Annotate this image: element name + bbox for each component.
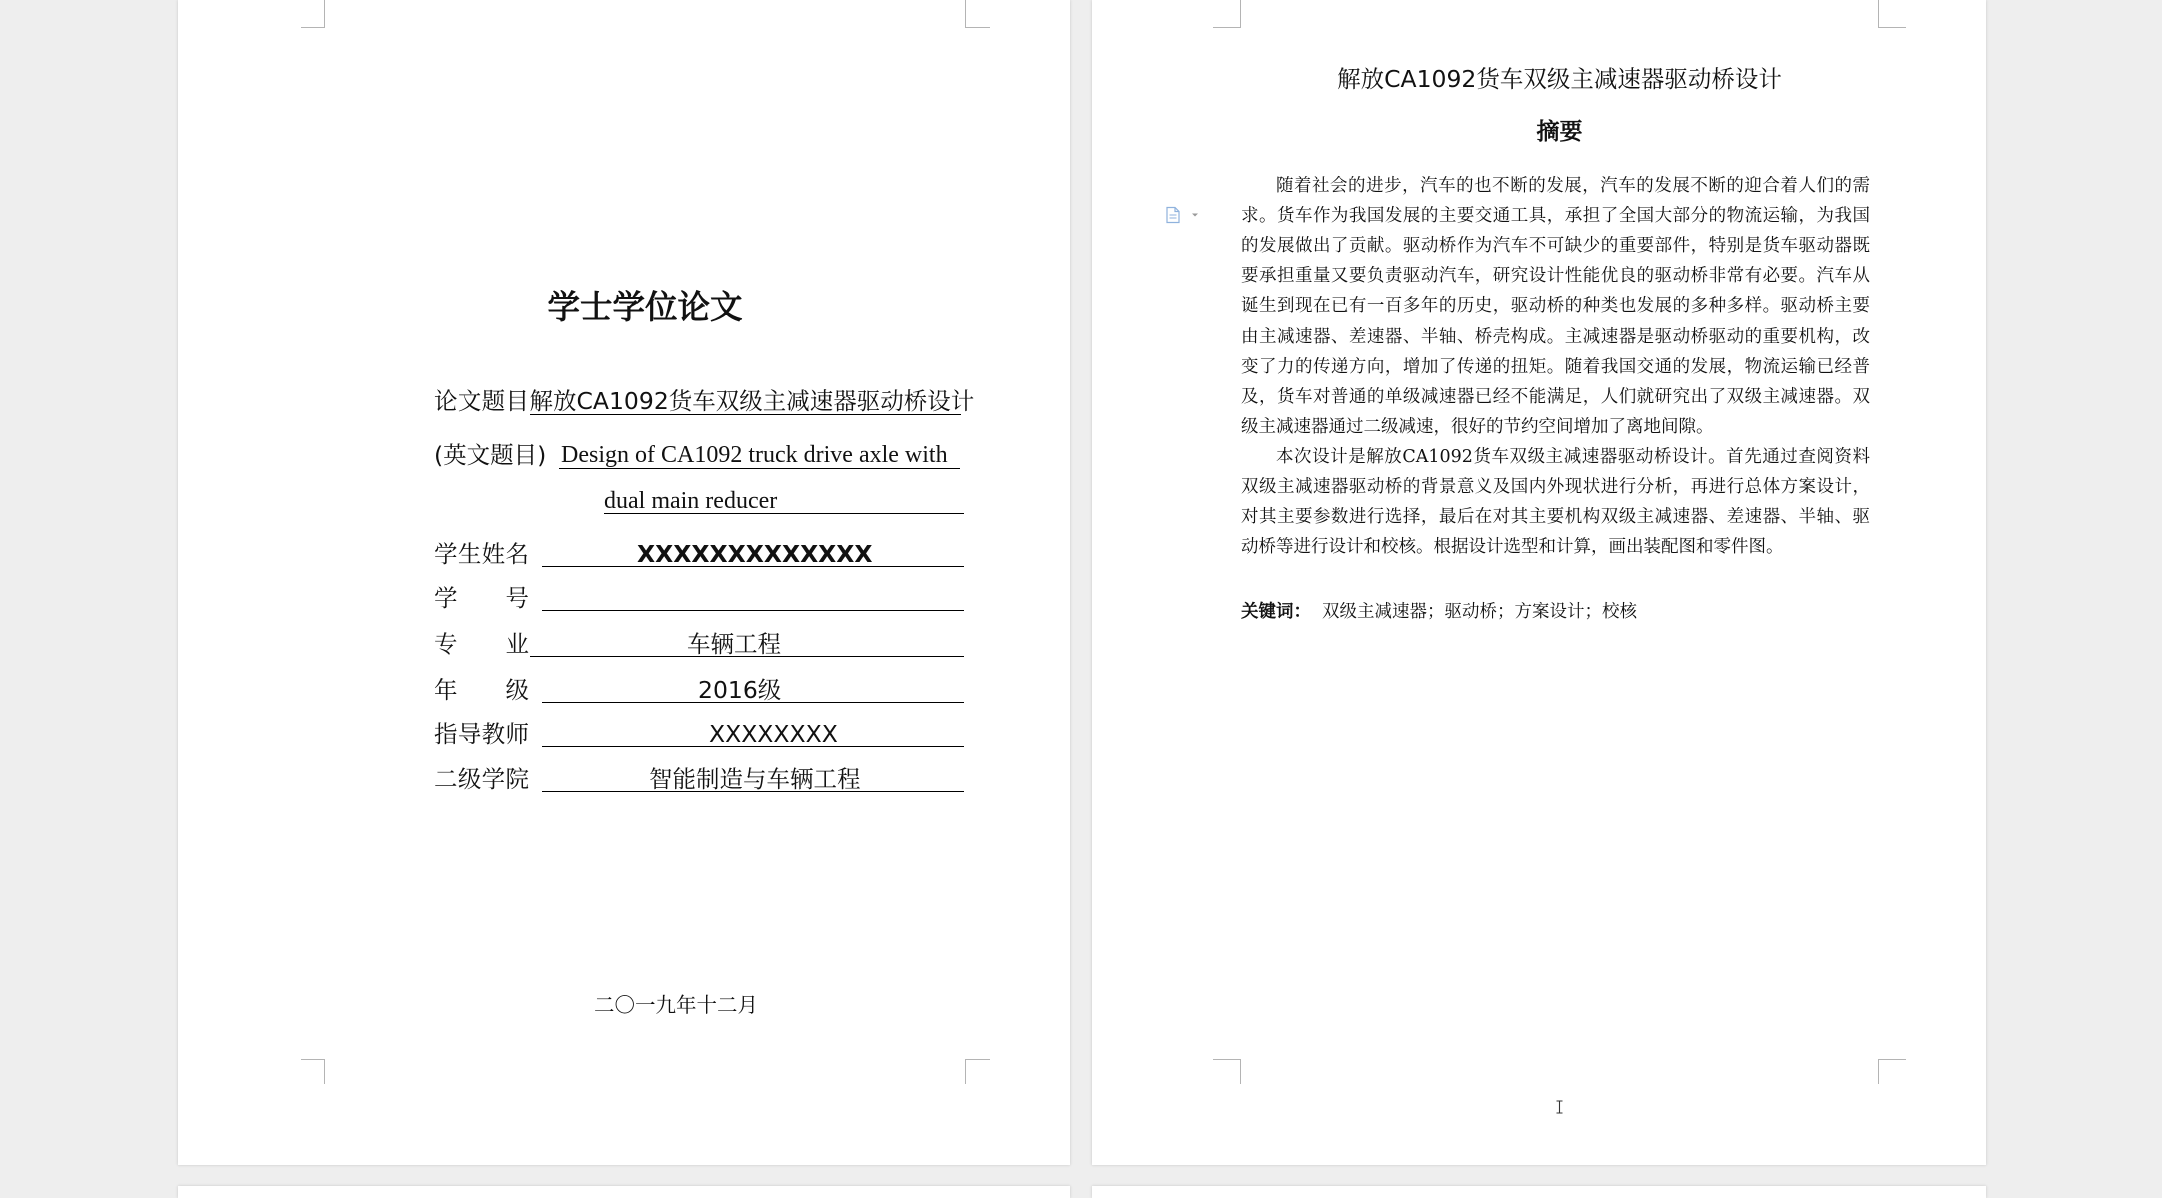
thesis-title-label: 论文题目 — [434, 387, 529, 415]
field-value: XXXXXXXX — [709, 719, 838, 748]
english-title-line1: Design of CA1092 truck drive axle with — [561, 442, 948, 468]
paragraph-line: 由主减速器、差速器、半轴、桥壳构成。主减速器是驱动桥驱动的重要机构，改 — [1241, 326, 1870, 347]
page-cover — [178, 0, 1070, 1165]
paragraph-line: 求。货车作为我国发展的主要交通工具，承担了全国大部分的物流运输，为我国 — [1241, 206, 1870, 227]
keywords-line — [1241, 597, 1870, 627]
thesis-title-underline — [530, 414, 962, 415]
field-value: 车辆工程 — [687, 630, 781, 658]
english-title-row — [434, 439, 964, 471]
corner-mark-top-left — [301, 0, 326, 28]
field-value: XXXXXXXXXXXXX — [637, 540, 873, 568]
english-title-underline-1 — [559, 468, 961, 469]
corner-mark-bottom-left — [1213, 1059, 1241, 1084]
paragraph-line: 变了力的传递方向，增加了传递的扭矩。随着我国交通的发展，物流运输已经普 — [1241, 356, 1870, 377]
english-title-label: (英文题目) — [434, 441, 547, 469]
corner-mark-top-right — [965, 0, 990, 28]
page-abstract — [1092, 0, 1986, 1165]
paragraph-line: 要承担重量又要负责驱动汽车，研究设计性能优良的驱动桥非常有必要。汽车从 — [1241, 266, 1870, 287]
field-label: 二级学院 — [434, 765, 529, 793]
paragraph-line: 双级主减速器驱动桥的背景意义及国内外现状进行分析，再进行总体方案设计， — [1241, 477, 1870, 498]
english-title-underline-2 — [604, 513, 964, 514]
field-label: 年 级 — [434, 675, 529, 704]
field-row-student-id — [434, 582, 964, 614]
field-value: 2016级 — [698, 675, 782, 704]
paragraph-line: 的发展做出了贡献。驱动桥作为汽车不可缺少的重要部件，特别是货车驱动器既 — [1241, 236, 1870, 257]
abstract-paragraph-2 — [1241, 442, 1870, 562]
field-row-advisor — [434, 718, 964, 750]
paragraph-line: 诞生到现在已有一百多年的历史，驱动桥的种类也发展的多种多样。驱动桥主要 — [1241, 296, 1870, 317]
document-icon[interactable] — [1164, 206, 1182, 224]
corner-mark-top-right — [1878, 0, 1906, 28]
field-value: 智能制造与车辆工程 — [649, 765, 861, 793]
corner-mark-bottom-right — [965, 1059, 990, 1084]
cover-title: 学士学位论文 — [547, 288, 743, 326]
thesis-title-row — [434, 385, 975, 417]
page-next-left — [178, 1186, 1070, 1198]
corner-mark-bottom-left — [301, 1059, 326, 1084]
english-title-line2: dual main reducer — [604, 487, 778, 514]
keywords-label: 关键词： — [1241, 602, 1311, 622]
chevron-down-icon[interactable] — [1191, 212, 1199, 218]
keywords-value: 双级主减速器；驱动桥；方案设计；校核 — [1322, 602, 1637, 622]
cover-date: 二〇一九年十二月 — [594, 993, 758, 1017]
field-row-student-name — [434, 538, 964, 570]
field-label: 专 业 — [434, 630, 529, 658]
field-row-college — [434, 763, 964, 795]
abstract-paragraph-1 — [1241, 171, 1870, 442]
paragraph-line: 动桥等进行设计和校核。根据设计选型和计算，画出装配图和零件图。 — [1241, 537, 1784, 558]
paragraph-line: 级主减速器通过二级减速，很好的节约空间增加了离地间隙。 — [1241, 416, 1714, 437]
thesis-title-value: 解放CA1092货车双级主减速器驱动桥设计 — [529, 387, 975, 415]
text-cursor-icon — [1555, 1100, 1564, 1114]
abstract-page-title: 解放CA1092货车双级主减速器驱动桥设计 — [1337, 65, 1782, 93]
paragraph-line: 对其主要参数进行选择，最后在对其主要机构双级主减速器、差速器、半轴、驱 — [1241, 507, 1870, 528]
field-underline — [542, 610, 964, 611]
corner-mark-bottom-right — [1878, 1059, 1906, 1084]
paragraph-line: 本次设计是解放CA1092货车双级主减速器驱动桥设计。首先通过查阅资料 — [1276, 447, 1870, 468]
field-row-grade — [434, 674, 964, 706]
field-label: 学 号 — [434, 584, 529, 612]
field-label: 学生姓名 — [434, 540, 529, 568]
corner-mark-top-left — [1213, 0, 1241, 28]
page-next-right — [1092, 1186, 1986, 1198]
english-title-row-2 — [434, 485, 964, 517]
paragraph-line: 及，货车对普通的单级减速器已经不能满足，人们就研究出了双级主减速器。双 — [1241, 386, 1870, 407]
abstract-heading: 摘要 — [1536, 119, 1583, 145]
field-label: 指导教师 — [434, 719, 529, 748]
field-row-major — [434, 628, 964, 660]
paragraph-line: 随着社会的进步，汽车的也不断的发展，汽车的发展不断的迎合着人们的需 — [1276, 176, 1870, 196]
